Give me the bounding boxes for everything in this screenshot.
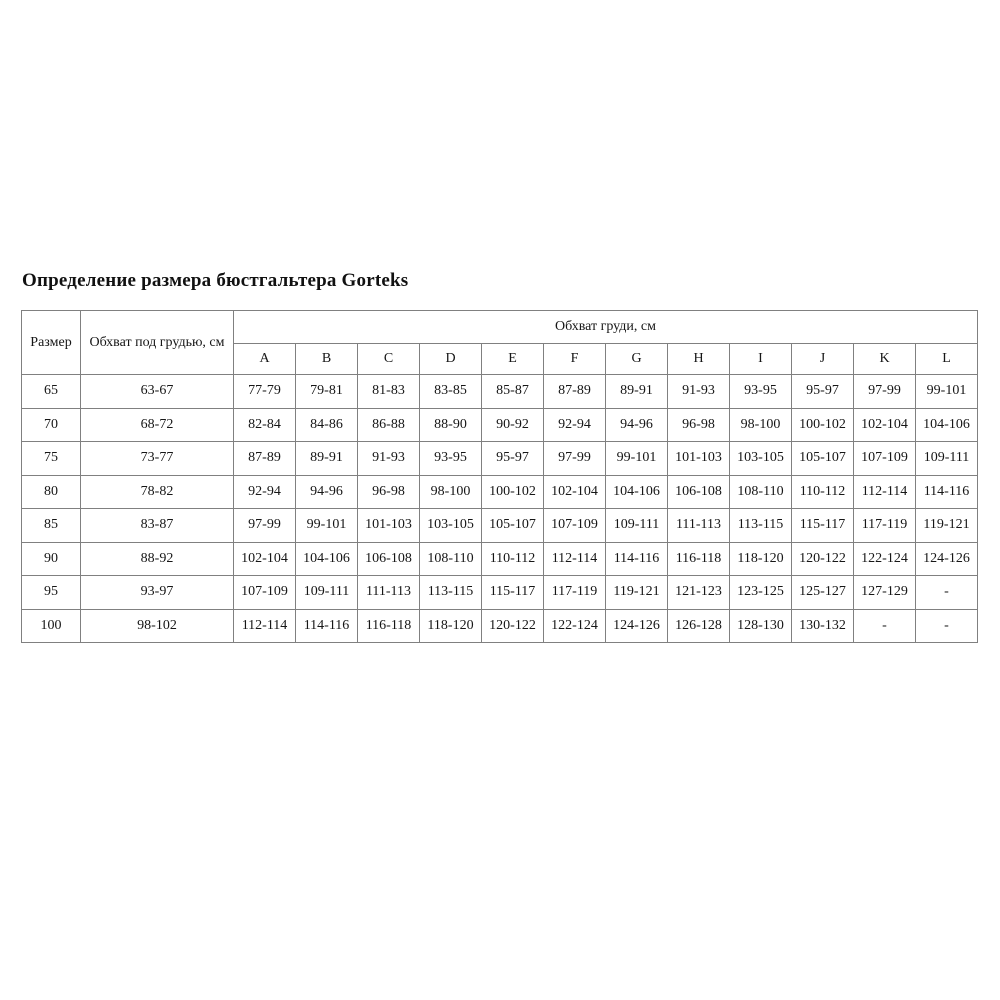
cell-cup-a: 82-84 (234, 408, 296, 442)
cell-cup-e: 105-107 (482, 509, 544, 543)
cell-cup-i: 103-105 (730, 442, 792, 476)
cell-cup-a: 97-99 (234, 509, 296, 543)
cell-cup-h: 121-123 (668, 576, 730, 610)
table-row-size-65 (22, 375, 978, 409)
cell-cup-f: 117-119 (544, 576, 606, 610)
cell-cup-f: 87-89 (544, 375, 606, 409)
table-row-size-95 (22, 576, 978, 610)
cell-cup-i: 118-120 (730, 542, 792, 576)
cell-cup-d: 118-120 (420, 609, 482, 643)
cell-cup-g: 124-126 (606, 609, 668, 643)
cell-cup-k: 97-99 (854, 375, 916, 409)
cell-cup-l: 99-101 (916, 375, 978, 409)
cell-cup-e: 85-87 (482, 375, 544, 409)
cell-cup-l: 114-116 (916, 475, 978, 509)
cell-cup-h: 106-108 (668, 475, 730, 509)
cell-cup-d: 108-110 (420, 542, 482, 576)
cell-size: 65 (22, 375, 81, 409)
cell-cup-c: 116-118 (358, 609, 420, 643)
cell-cup-j: 125-127 (792, 576, 854, 610)
cell-cup-d: 103-105 (420, 509, 482, 543)
cell-cup-c: 106-108 (358, 542, 420, 576)
cell-cup-a: 92-94 (234, 475, 296, 509)
header-size: Размер (22, 311, 81, 375)
cell-cup-f: 122-124 (544, 609, 606, 643)
table-row-size-100 (22, 609, 978, 643)
cell-cup-j: 95-97 (792, 375, 854, 409)
cell-cup-l: 119-121 (916, 509, 978, 543)
cell-cup-l: - (916, 576, 978, 610)
cell-cup-e: 95-97 (482, 442, 544, 476)
cell-underbust: 88-92 (81, 542, 234, 576)
cell-cup-a: 107-109 (234, 576, 296, 610)
cell-cup-c: 111-113 (358, 576, 420, 610)
cell-cup-i: 108-110 (730, 475, 792, 509)
table-body (22, 375, 978, 643)
cell-cup-d: 88-90 (420, 408, 482, 442)
table-row-size-80 (22, 475, 978, 509)
cell-size: 75 (22, 442, 81, 476)
cell-cup-g: 104-106 (606, 475, 668, 509)
cell-cup-l: 104-106 (916, 408, 978, 442)
header-cup-i: I (730, 344, 792, 375)
cell-cup-c: 91-93 (358, 442, 420, 476)
header-cup-l: L (916, 344, 978, 375)
header-cup-j: J (792, 344, 854, 375)
cell-cup-a: 112-114 (234, 609, 296, 643)
cell-cup-h: 111-113 (668, 509, 730, 543)
cell-cup-g: 94-96 (606, 408, 668, 442)
cell-cup-b: 109-111 (296, 576, 358, 610)
cell-cup-f: 102-104 (544, 475, 606, 509)
cell-cup-e: 120-122 (482, 609, 544, 643)
cell-cup-i: 93-95 (730, 375, 792, 409)
cell-underbust: 73-77 (81, 442, 234, 476)
cell-cup-e: 110-112 (482, 542, 544, 576)
cell-size: 85 (22, 509, 81, 543)
cell-cup-c: 101-103 (358, 509, 420, 543)
cell-cup-j: 100-102 (792, 408, 854, 442)
cell-cup-k: 107-109 (854, 442, 916, 476)
cell-cup-b: 104-106 (296, 542, 358, 576)
cell-cup-f: 107-109 (544, 509, 606, 543)
cell-cup-c: 86-88 (358, 408, 420, 442)
cell-cup-l: - (916, 609, 978, 643)
cell-cup-h: 91-93 (668, 375, 730, 409)
cell-cup-g: 99-101 (606, 442, 668, 476)
cell-cup-i: 128-130 (730, 609, 792, 643)
cell-cup-k: 122-124 (854, 542, 916, 576)
header-cup-e: E (482, 344, 544, 375)
header-cup-b: B (296, 344, 358, 375)
cell-cup-f: 112-114 (544, 542, 606, 576)
cell-cup-k: 127-129 (854, 576, 916, 610)
cell-cup-j: 115-117 (792, 509, 854, 543)
cell-cup-g: 114-116 (606, 542, 668, 576)
cell-cup-b: 79-81 (296, 375, 358, 409)
cell-cup-b: 99-101 (296, 509, 358, 543)
cell-cup-i: 98-100 (730, 408, 792, 442)
cell-underbust: 98-102 (81, 609, 234, 643)
cell-cup-a: 77-79 (234, 375, 296, 409)
cell-size: 70 (22, 408, 81, 442)
cell-cup-b: 89-91 (296, 442, 358, 476)
cell-cup-d: 113-115 (420, 576, 482, 610)
cell-cup-c: 81-83 (358, 375, 420, 409)
cell-size: 80 (22, 475, 81, 509)
cell-cup-k: 102-104 (854, 408, 916, 442)
cell-cup-i: 123-125 (730, 576, 792, 610)
header-bust-group: Обхват груди, см (234, 311, 978, 344)
cell-cup-h: 101-103 (668, 442, 730, 476)
cell-cup-j: 110-112 (792, 475, 854, 509)
cell-cup-j: 105-107 (792, 442, 854, 476)
cell-cup-e: 115-117 (482, 576, 544, 610)
cell-cup-a: 102-104 (234, 542, 296, 576)
cell-cup-a: 87-89 (234, 442, 296, 476)
header-cup-g: G (606, 344, 668, 375)
cell-cup-e: 90-92 (482, 408, 544, 442)
header-cup-a: A (234, 344, 296, 375)
cell-size: 90 (22, 542, 81, 576)
cell-cup-d: 98-100 (420, 475, 482, 509)
cell-underbust: 63-67 (81, 375, 234, 409)
header-cup-c: C (358, 344, 420, 375)
cell-cup-e: 100-102 (482, 475, 544, 509)
cell-cup-g: 119-121 (606, 576, 668, 610)
cell-cup-k: 112-114 (854, 475, 916, 509)
size-chart-table (21, 310, 978, 643)
cell-cup-h: 116-118 (668, 542, 730, 576)
header-cup-f: F (544, 344, 606, 375)
cell-cup-d: 83-85 (420, 375, 482, 409)
cell-cup-c: 96-98 (358, 475, 420, 509)
cell-underbust: 83-87 (81, 509, 234, 543)
cell-cup-g: 109-111 (606, 509, 668, 543)
table-row-size-75 (22, 442, 978, 476)
cell-cup-f: 92-94 (544, 408, 606, 442)
cell-cup-k: - (854, 609, 916, 643)
cell-cup-l: 109-111 (916, 442, 978, 476)
header-underbust: Обхват под грудью, см (81, 311, 234, 375)
header-cup-d: D (420, 344, 482, 375)
cell-cup-h: 96-98 (668, 408, 730, 442)
table-row-size-85 (22, 509, 978, 543)
cell-cup-b: 94-96 (296, 475, 358, 509)
table-header (22, 311, 978, 375)
table-row-size-70 (22, 408, 978, 442)
page-title: Определение размера бюстгальтера Gorteks (22, 270, 409, 291)
cell-cup-i: 113-115 (730, 509, 792, 543)
cell-size: 95 (22, 576, 81, 610)
table-row-size-90 (22, 542, 978, 576)
cell-cup-g: 89-91 (606, 375, 668, 409)
cell-underbust: 93-97 (81, 576, 234, 610)
cell-cup-k: 117-119 (854, 509, 916, 543)
cell-cup-b: 114-116 (296, 609, 358, 643)
cell-cup-j: 130-132 (792, 609, 854, 643)
cell-cup-h: 126-128 (668, 609, 730, 643)
header-cup-k: K (854, 344, 916, 375)
header-cup-h: H (668, 344, 730, 375)
header-row-top (22, 311, 978, 344)
cell-cup-l: 124-126 (916, 542, 978, 576)
cell-cup-b: 84-86 (296, 408, 358, 442)
cell-cup-f: 97-99 (544, 442, 606, 476)
cell-cup-j: 120-122 (792, 542, 854, 576)
cell-underbust: 78-82 (81, 475, 234, 509)
cell-underbust: 68-72 (81, 408, 234, 442)
cell-cup-d: 93-95 (420, 442, 482, 476)
cell-size: 100 (22, 609, 81, 643)
